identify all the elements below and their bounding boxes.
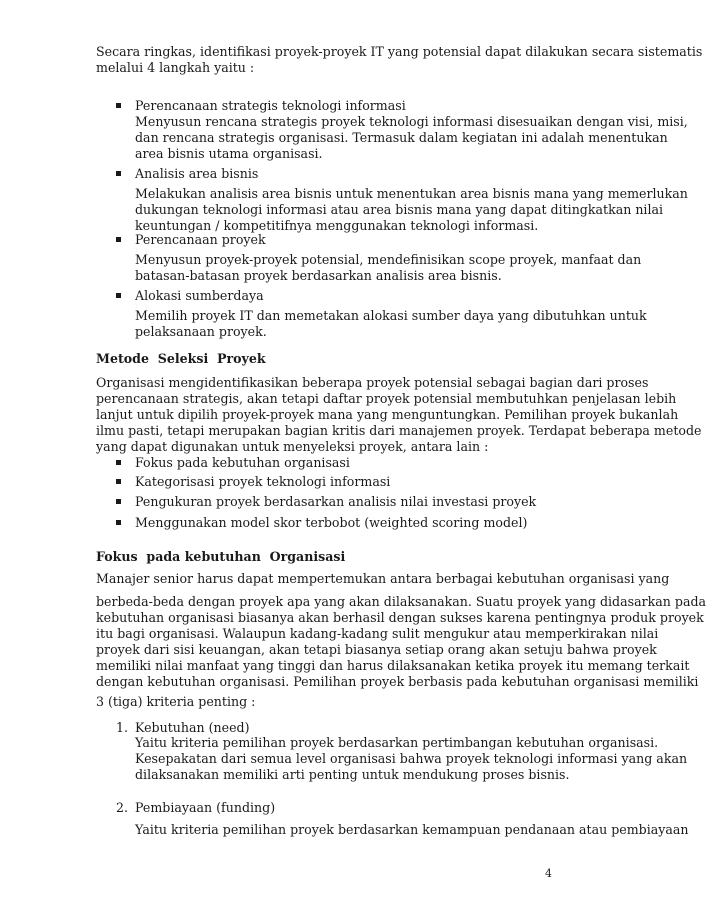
step-line: dan rencana strategis organisasi. Termasuk dalam kegiatan ini adalah menentukan bbox=[135, 130, 668, 145]
paragraph-line: kebutuhan organisasi biasanya akan berhasil dengan sukses karena pentingnya produk proyek bbox=[96, 610, 704, 625]
step-line: area bisnis utama organisasi. bbox=[135, 146, 323, 161]
page-number: 4 bbox=[545, 867, 552, 880]
step-line: Menyusun proyek-proyek potensial, mendefinisikan scope proyek, manfaat dan bbox=[135, 252, 642, 267]
bullet-icon bbox=[116, 499, 121, 504]
paragraph-line: Manajer senior harus dapat mempertemukan antara berbagai kebutuhan organisasi yang bbox=[96, 571, 670, 586]
step-line: Memilih proyek IT dan memetakan alokasi sumber daya yang dibutuhkan untuk bbox=[135, 308, 647, 323]
intro-line: Secara ringkas, identifikasi proyek-proyek IT yang potensial dapat dilakukan secara sistematis bbox=[96, 44, 703, 59]
bullet-icon bbox=[116, 520, 121, 525]
step-line: batasan-batasan proyek berdasarkan analisis area bisnis. bbox=[135, 268, 502, 283]
criteria-title: Kebutuhan (need) bbox=[135, 720, 250, 735]
step-title: Analisis area bisnis bbox=[135, 166, 259, 181]
criteria-line: Yaitu kriteria pemilihan proyek berdasarkan kemampuan pendanaan atau pembiayaan bbox=[135, 822, 689, 837]
paragraph-line: 3 (tiga) kriteria penting : bbox=[96, 694, 256, 709]
step-title: Perencanaan proyek bbox=[135, 232, 266, 247]
method-item: Fokus pada kebutuhan organisasi bbox=[135, 455, 350, 470]
paragraph-line: itu bagi organisasi. Walaupun kadang-kadang sulit mengukur atau memperkirakan nilai bbox=[96, 626, 659, 641]
step-line: pelaksanaan proyek. bbox=[135, 324, 267, 339]
step-line: keuntungan / kompetitifnya menggunakan teknologi informasi. bbox=[135, 218, 539, 233]
criteria-line: dilaksanakan memiliki arti penting untuk mendukung proses bisnis. bbox=[135, 767, 570, 782]
paragraph-line: ilmu pasti, tetapi merupakan bagian kritis dari manajemen proyek. Terdapat beberapa metode bbox=[96, 423, 702, 438]
method-item: Menggunakan model skor terbobot (weighted scoring model) bbox=[135, 515, 528, 530]
paragraph-line: lanjut untuk dipilih proyek-proyek mana yang menguntungkan. Pemilihan proyek bukanlah bbox=[96, 407, 679, 422]
method-item: Pengukuran proyek berdasarkan analisis nilai investasi proyek bbox=[135, 494, 537, 509]
paragraph-line: Organisasi mengidentifikasikan beberapa proyek potensial sebagai bagian dari proses bbox=[96, 375, 649, 390]
bullet-icon bbox=[116, 460, 121, 465]
criteria-title: Pembiayaan (funding) bbox=[135, 800, 276, 815]
bullet-icon bbox=[116, 103, 121, 108]
step-line: dukungan teknologi informasi atau area bisnis mana yang dapat ditingkatkan nilai bbox=[135, 202, 664, 217]
step-title: Perencanaan strategis teknologi informasi bbox=[135, 98, 406, 113]
section-heading: Fokus pada kebutuhan Organisasi bbox=[96, 549, 346, 564]
criteria-line: Kesepakatan dari semua level organisasi bahwa proyek teknologi informasi yang akan bbox=[135, 751, 688, 766]
step-title: Alokasi sumberdaya bbox=[135, 288, 264, 303]
paragraph-line: yang dapat digunakan untuk menyeleksi proyek, antara lain : bbox=[96, 439, 489, 454]
paragraph-line: berbeda-beda dengan proyek apa yang akan dilaksanakan. Suatu proyek yang didasarkan pada bbox=[96, 594, 706, 609]
paragraph-line: dengan kebutuhan organisasi. Pemilihan proyek berbasis pada kebutuhan organisasi memiliki bbox=[96, 674, 699, 689]
bullet-icon bbox=[116, 293, 121, 298]
criteria-number: 2. bbox=[116, 800, 129, 815]
step-line: Menyusun rencana strategis proyek teknologi informasi disesuaikan dengan visi, misi, bbox=[135, 114, 688, 129]
section-heading: Metode Seleksi Proyek bbox=[96, 351, 266, 366]
paragraph-line: perencanaan strategis, akan tetapi daftar proyek potensial membutuhkan penjelasan lebih bbox=[96, 391, 677, 406]
bullet-icon bbox=[116, 171, 121, 176]
method-item: Kategorisasi proyek teknologi informasi bbox=[135, 474, 391, 489]
criteria-line: Yaitu kriteria pemilihan proyek berdasarkan pertimbangan kebutuhan organisasi. bbox=[135, 735, 659, 750]
bullet-icon bbox=[116, 237, 121, 242]
criteria-number: 1. bbox=[116, 720, 129, 735]
bullet-icon bbox=[116, 479, 121, 484]
step-line: Melakukan analisis area bisnis untuk menentukan area bisnis mana yang memerlukan bbox=[135, 186, 688, 201]
paragraph-line: proyek dari sisi keuangan, akan tetapi biasanya setiap orang akan setuju bahwa proyek bbox=[96, 642, 657, 657]
intro-line: melalui 4 langkah yaitu : bbox=[96, 60, 255, 75]
paragraph-line: memiliki nilai manfaat yang tinggi dan harus dilaksanakan ketika proyek itu memang terkait bbox=[96, 658, 690, 673]
